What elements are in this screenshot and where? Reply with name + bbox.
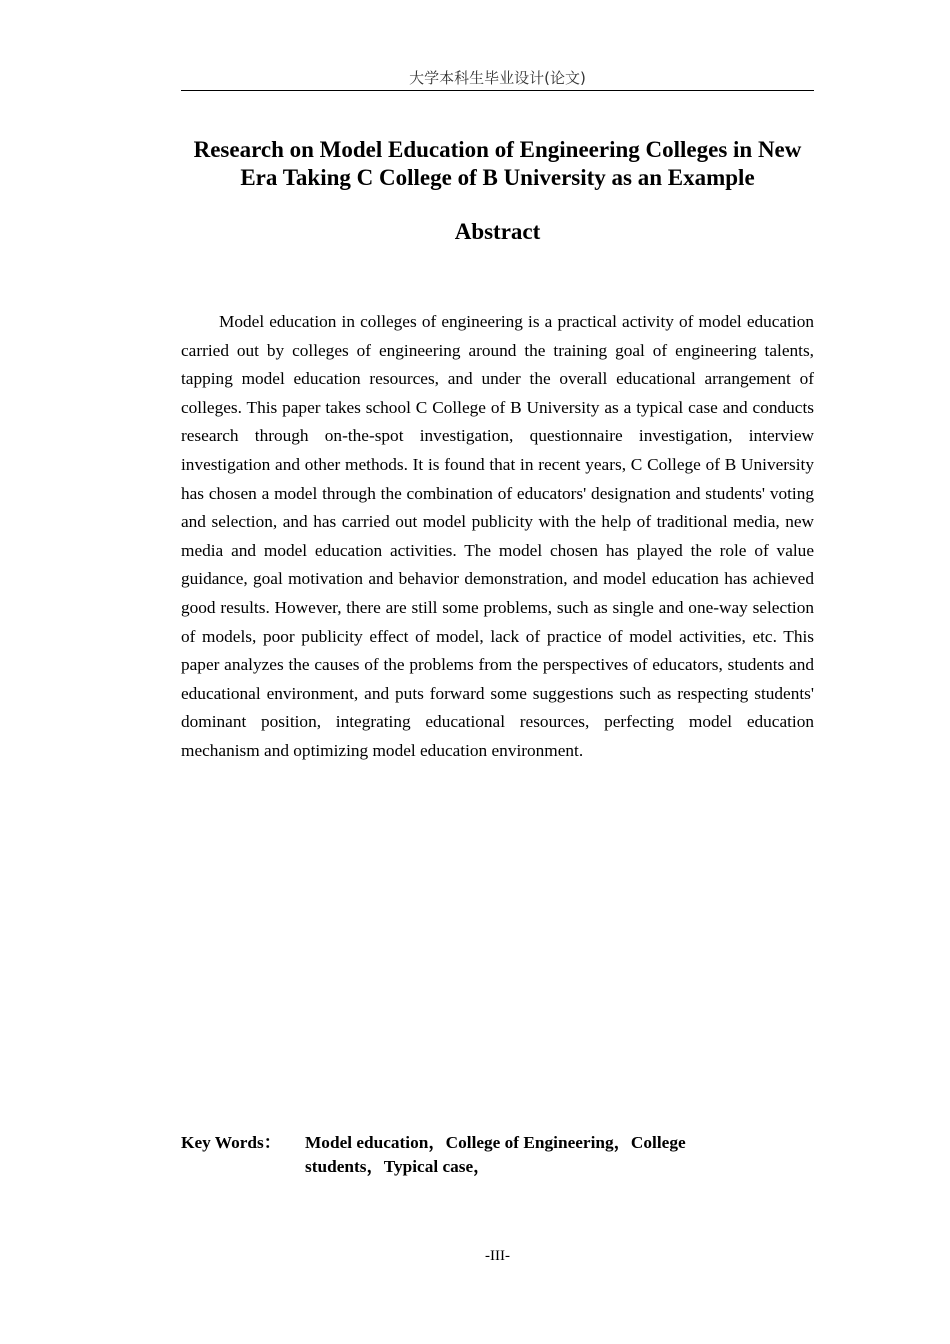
running-header: 大学本科生毕业设计(论文) (409, 69, 586, 87)
paper-title-line-2: Era Taking C College of B University as an Example (240, 165, 755, 190)
page-number: -III- (485, 1248, 510, 1264)
paper-title-line-1: Research on Model Education of Engineering Colleges in New (193, 137, 802, 162)
abstract-body: Model education in colleges of engineering is a practical activity of model education carried out by colleges of engineering around the training goal of engineering talents, tapping model education resources, and under the overall educational arrangement of colleges. This paper takes school C College of B University as a typical case and conducts research through on-the-spot investigation, questionnaire investigation, interview investigation and other methods. It is found that in recent years, C College of B University has chosen a model through the combination of educators' designation and students' voting and selection, and has carried out model publicity with the help of traditional media, new media and model education activities. The model chosen has played the role of value guidance, goal motivation and behavior demonstration, and model education has achieved good results. However, there are still some problems, such as single and one-way selection of models, poor publicity effect of model, lack of practice of model activities, etc. This paper analyzes the causes of the problems from the perspectives of educators, students and educational environment, and puts forward some suggestions such as respecting students' dominant position, integrating educational resources, perfecting model education mechanism and optimizing model education environment. (181, 312, 814, 760)
paper-title (181, 136, 814, 192)
header-rule (181, 90, 814, 91)
abstract-heading: Abstract (454, 219, 541, 244)
keywords-label: Key Words： (181, 1133, 282, 1152)
keywords-list: Model education，College of Engineering，College students，Typical case， (305, 1133, 686, 1176)
